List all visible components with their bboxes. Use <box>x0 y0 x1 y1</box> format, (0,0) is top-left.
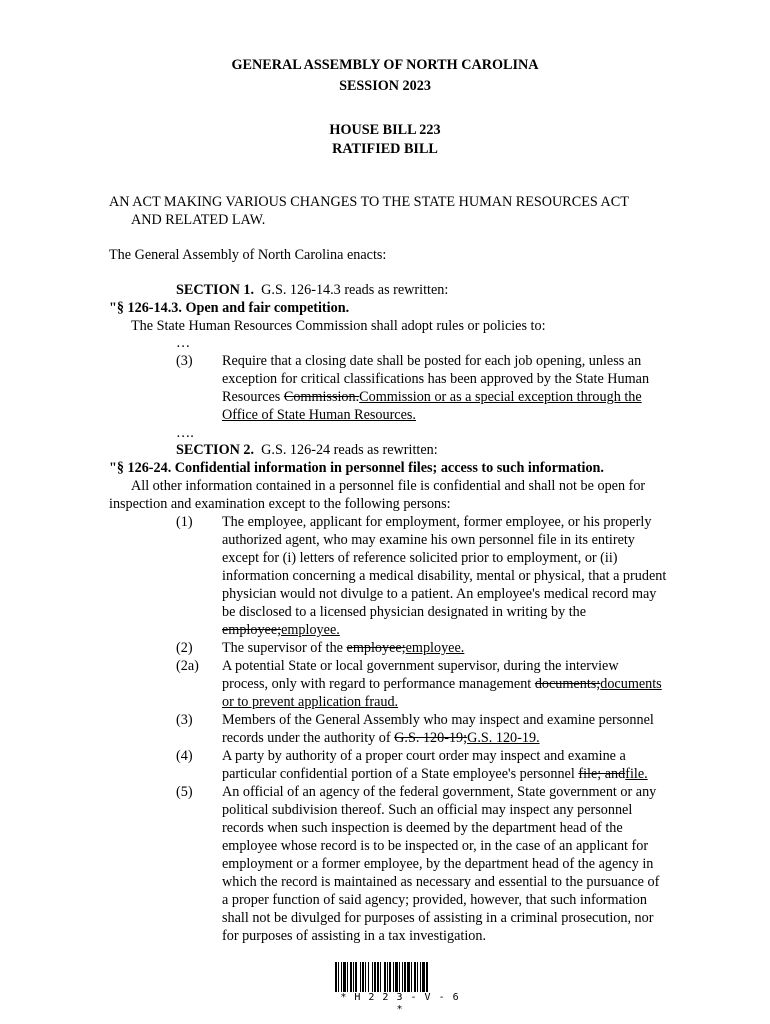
ellipsis: … <box>176 335 191 351</box>
item-line: physician would not divulge to a patient. An employee's medical record may <box>222 586 657 602</box>
barcode-bar <box>335 962 337 992</box>
section1-line <box>176 281 448 299</box>
item-number: (4) <box>176 748 193 764</box>
item-number: (3) <box>176 712 193 728</box>
section1-intro: The State Human Resources Commission shall adopt rules or policies to: <box>131 318 546 334</box>
item-line <box>222 639 464 657</box>
assembly-title: GENERAL ASSEMBLY OF NORTH CAROLINA <box>231 57 539 73</box>
inserted-text: G.S. 120-19. <box>467 730 540 746</box>
barcode-bar <box>372 962 373 992</box>
item-line: records when such inspection is deemed by the department head of the <box>222 820 623 836</box>
inserted-text: documents <box>600 676 662 692</box>
barcode-bar <box>368 962 369 992</box>
item-line: The employee, applicant for employment, former employee, or his properly <box>222 514 652 530</box>
item-line: authorized agent, who may examine his own personnel file in its entirety <box>222 532 635 548</box>
barcode-bar <box>355 962 357 992</box>
bill-number: HOUSE BILL 223 <box>329 122 441 138</box>
item-line <box>222 765 648 783</box>
barcode-bar <box>399 962 400 992</box>
text-run: particular confidential portion of a State employee's personnel <box>222 766 575 782</box>
item-line: which the record is maintained as necessary and essential to the pursuance of <box>222 874 660 890</box>
deleted-text: file; and <box>578 766 626 782</box>
text-run: The supervisor of the <box>222 640 343 656</box>
section2-intro-line2: inspection and examination except to the following persons: <box>109 496 451 512</box>
enacting-clause: The General Assembly of North Carolina enacts: <box>109 247 387 263</box>
section2-intro-line1: All other information contained in a personnel file is confidential and shall not be open for <box>131 478 646 494</box>
barcode-bar <box>341 962 342 992</box>
barcode-bar <box>387 962 388 992</box>
ellipsis: …. <box>176 425 194 441</box>
deleted-text: Commission. <box>283 389 360 405</box>
barcode-bar <box>360 962 361 992</box>
barcode-bar <box>362 962 364 992</box>
section1-heading: SECTION 1. <box>176 282 255 298</box>
item-number: (5) <box>176 784 193 800</box>
barcode-bar <box>411 962 412 992</box>
deleted-text: G.S. 120-19; <box>394 730 468 746</box>
barcode-bar <box>393 962 394 992</box>
section2-statute-title: "§ 126-24. Confidential information in personnel files; access to such information. <box>109 460 604 476</box>
barcode-bar <box>422 962 425 992</box>
inserted-text: or to prevent application fraud. <box>222 694 399 710</box>
section2-line <box>176 441 438 459</box>
inserted-text: employee. <box>405 640 465 656</box>
item-line: A potential State or local government supervisor, during the interview <box>222 658 619 674</box>
item-line: employee whose record is to be inspected or, in the case of an applicant for <box>222 838 649 854</box>
item-line: for purposes of assisting in a tax investigation. <box>222 928 487 944</box>
text-run: process, only with regard to performance management <box>222 676 532 692</box>
item-number: (1) <box>176 514 193 530</box>
session-title: SESSION 2023 <box>339 78 431 94</box>
item-line: political subdivision thereof. Such an official may inspect any personnel <box>222 802 633 818</box>
inserted-text: Office of State Human Resources. <box>222 407 416 423</box>
barcode-bar <box>338 962 339 992</box>
section1-statute-title: "§ 126-14.3. Open and fair competition. <box>109 300 350 316</box>
barcode-bar <box>395 962 398 992</box>
inserted-text: employee. <box>281 622 340 638</box>
item-line: An official of an agency of the federal government, State government or any <box>222 784 657 800</box>
item-line <box>222 729 540 747</box>
barcode-bar <box>384 962 386 992</box>
barcode-bar <box>426 962 428 992</box>
text-run: Resources <box>222 389 281 405</box>
barcode-bar <box>380 962 381 992</box>
item-line: be disclosed to a licensed physician designated in writing by the <box>222 604 587 620</box>
act-title-line2: AND RELATED LAW. <box>131 212 266 228</box>
barcode-bar <box>353 962 354 992</box>
barcode-bar <box>365 962 366 992</box>
item-line: Members of the General Assembly who may inspect and examine personnel <box>222 712 654 728</box>
text-run: records under the authority of <box>222 730 391 746</box>
inserted-text: file. <box>625 766 648 782</box>
item-line: information concerning a medical disability, mental or physical, that a prudent <box>222 568 667 584</box>
barcode-bar <box>374 962 376 992</box>
barcode-bar <box>420 962 421 992</box>
item-line: A party by authority of a proper court order may inspect and examine a <box>222 748 626 764</box>
item-line <box>222 675 689 693</box>
item-number: (3) <box>176 353 193 369</box>
inserted-text: Commission or as a special exception through the <box>359 389 642 405</box>
item-line: exception for critical classifications has been approved by the State Human <box>222 371 650 387</box>
barcode-bar <box>404 962 406 992</box>
barcode-bar <box>377 962 379 992</box>
bill-status: RATIFIED BILL <box>332 141 438 157</box>
barcode-bar <box>407 962 410 992</box>
deleted-text: employee; <box>222 622 282 638</box>
barcode <box>335 962 465 992</box>
item-line <box>222 388 689 406</box>
barcode-bar <box>414 962 416 992</box>
deleted-text: employee; <box>346 640 406 656</box>
barcode-bar <box>389 962 391 992</box>
item-line: except for (i) letters of reference solicited prior to employment, or (ii) <box>222 550 618 566</box>
item-line: employment or a former employee, by the department head of the agency in <box>222 856 654 872</box>
section2-text: G.S. 126-24 reads as rewritten: <box>261 442 438 458</box>
barcode-bar <box>417 962 418 992</box>
section1-text: G.S. 126-14.3 reads as rewritten: <box>261 282 449 298</box>
act-title-line1: AN ACT MAKING VARIOUS CHANGES TO THE STATE HUMAN RESOURCES ACT <box>109 194 629 210</box>
item-number: (2a) <box>176 658 199 674</box>
deleted-text: documents; <box>534 676 601 692</box>
item-number: (2) <box>176 640 193 656</box>
barcode-bar <box>343 962 346 992</box>
barcode-bar <box>347 962 348 992</box>
item-line: a proper function of said agency; provided, however, that such information <box>222 892 647 908</box>
item-line: shall not be divulged for purposes of assisting in a criminal prosecution, nor <box>222 910 654 926</box>
barcode-label: * H 2 2 3 - V - 6 * <box>340 992 460 1015</box>
section2-heading: SECTION 2. <box>176 442 255 458</box>
item-line: Require that a closing date shall be posted for each job opening, unless an <box>222 353 642 369</box>
barcode-bar <box>350 962 352 992</box>
barcode-bar <box>402 962 403 992</box>
